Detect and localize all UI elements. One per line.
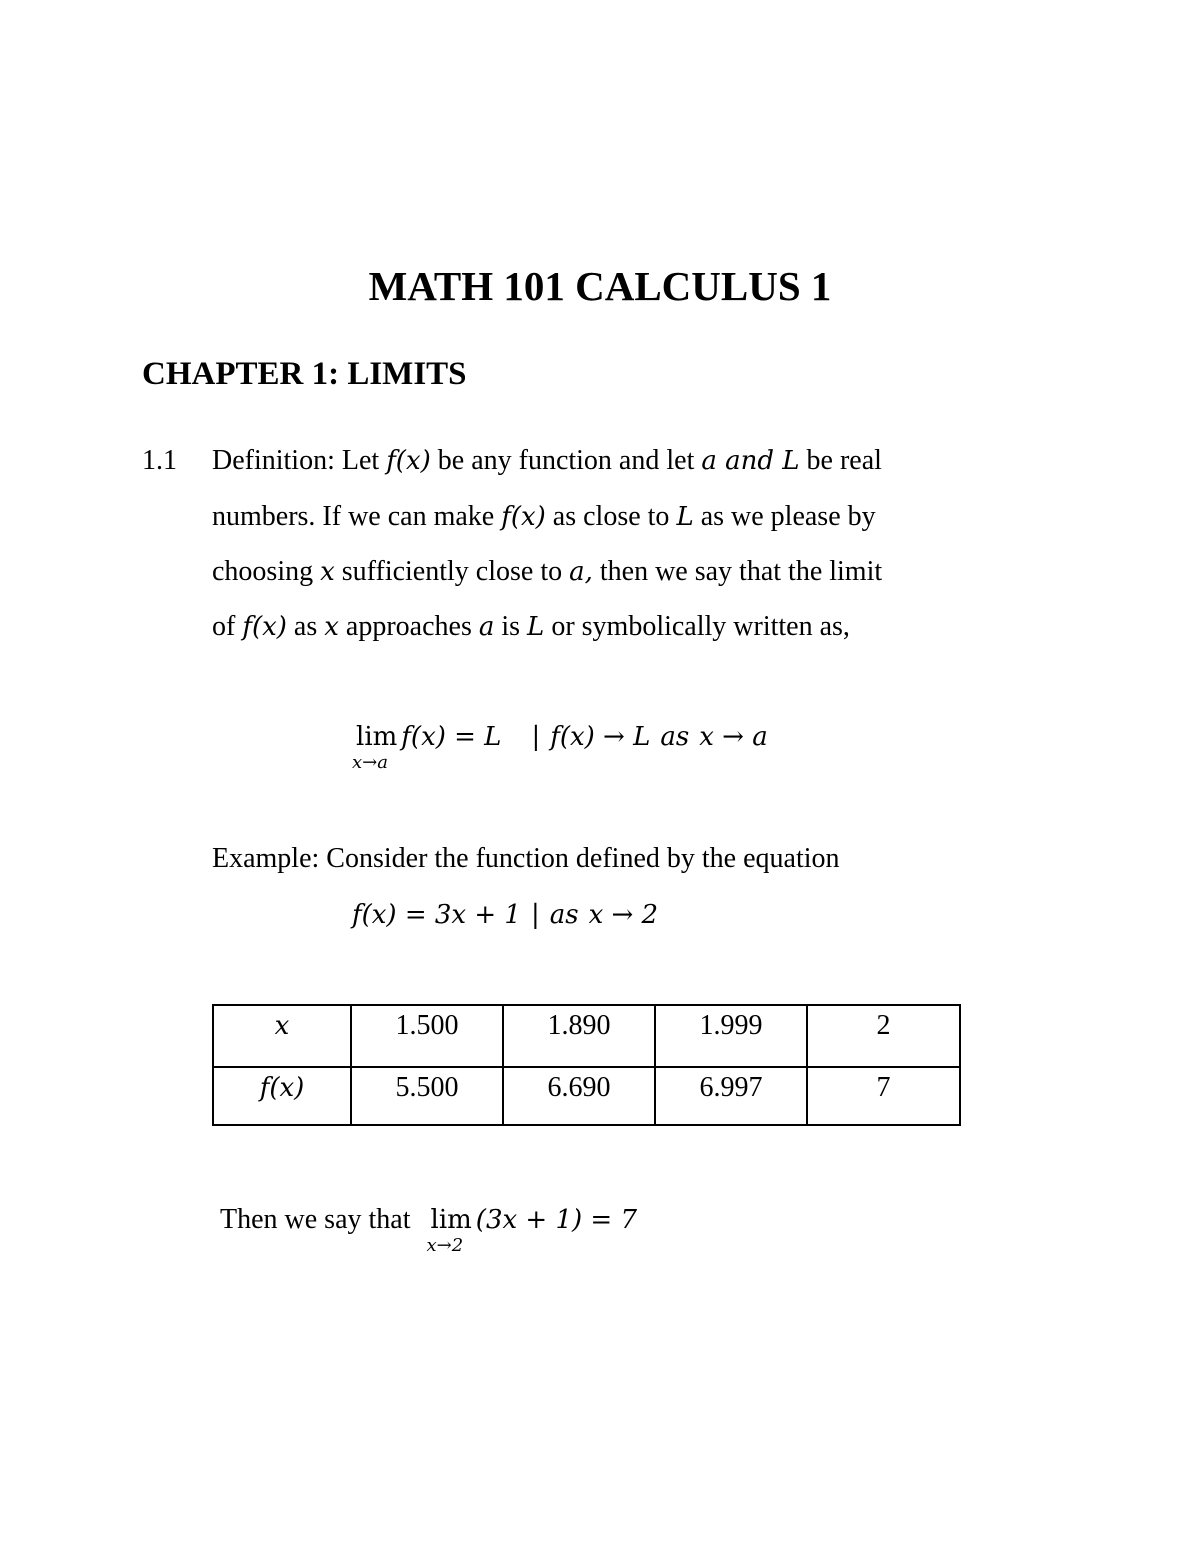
- math-fx: f(x): [501, 502, 546, 532]
- text: as: [293, 611, 318, 642]
- math-fx: f(x): [386, 446, 431, 476]
- conclusion-text: Then we say that: [220, 1204, 411, 1235]
- lim-operator: [426, 1205, 472, 1256]
- text: be real: [806, 445, 882, 476]
- text: as we please by: [700, 501, 876, 532]
- table-header-x: x: [213, 1005, 351, 1067]
- approach-expression: x → 2: [588, 900, 659, 930]
- text: numbers. If we can make: [212, 501, 495, 532]
- lim-text: lim: [356, 722, 398, 752]
- definition-label: Definition:: [212, 445, 335, 476]
- as-word: as: [549, 900, 579, 930]
- text: then we say that the limit: [599, 556, 883, 587]
- approach-expression: x → a: [699, 722, 768, 752]
- table-cell: 1.890: [503, 1005, 655, 1067]
- document-title: MATH 101 CALCULUS 1: [368, 263, 832, 309]
- chapter-heading: CHAPTER 1: LIMITS: [142, 356, 467, 392]
- table-cell: 1.999: [655, 1005, 807, 1067]
- example-intro: Example: Consider the function defined by the equation: [212, 843, 840, 874]
- text: is: [501, 611, 521, 642]
- lim-subscript: x→a: [352, 752, 388, 773]
- arrow-expression: f(x) → L: [550, 722, 651, 752]
- as-word: as: [660, 722, 690, 752]
- table-cell: 1.500: [351, 1005, 503, 1067]
- lim-text: lim: [430, 1205, 472, 1235]
- definition-line-4: [212, 613, 850, 641]
- math-a: a: [478, 612, 495, 642]
- separator: |: [530, 900, 540, 930]
- table-cell: 5.500: [351, 1067, 503, 1125]
- lim-operator: [352, 722, 398, 773]
- math-a-and-l: a and L: [701, 446, 800, 476]
- example-formula: [352, 900, 658, 930]
- table-cell: 7: [807, 1067, 960, 1125]
- text: of: [212, 611, 236, 642]
- limit-expression: f(x) = L: [401, 722, 502, 752]
- table-cell: 6.690: [503, 1067, 655, 1125]
- definition-line-3: [212, 558, 882, 586]
- text: as close to: [552, 501, 670, 532]
- math-fx: f(x): [242, 612, 287, 642]
- math-x: x: [320, 557, 335, 587]
- conclusion: [220, 1204, 638, 1256]
- text: be any function and let: [437, 445, 695, 476]
- math-l: L: [676, 502, 694, 532]
- table-row-fx: [213, 1067, 960, 1125]
- limit-expression: (3x + 1) = 7: [475, 1205, 638, 1235]
- table-cell: 6.997: [655, 1067, 807, 1125]
- text: or symbolically written as,: [551, 611, 850, 642]
- function-expression: f(x) = 3x + 1: [352, 900, 521, 930]
- table-row-x: [213, 1005, 960, 1067]
- separator: |: [531, 722, 541, 752]
- lim-subscript: x→2: [426, 1235, 464, 1256]
- text: approaches: [345, 611, 472, 642]
- math-a: a,: [569, 557, 593, 587]
- text: choosing: [212, 556, 314, 587]
- table-cell: 2: [807, 1005, 960, 1067]
- values-table: [212, 1004, 961, 1126]
- table-header-fx: f(x): [213, 1067, 351, 1125]
- definition-line-1: [212, 447, 882, 475]
- text: Let: [341, 445, 380, 476]
- limit-definition-formula: [352, 722, 768, 773]
- definition-line-2: [212, 503, 876, 531]
- definition-number: 1.1: [142, 445, 177, 476]
- math-x: x: [324, 612, 339, 642]
- text: sufficiently close to: [341, 556, 563, 587]
- math-l: L: [527, 612, 545, 642]
